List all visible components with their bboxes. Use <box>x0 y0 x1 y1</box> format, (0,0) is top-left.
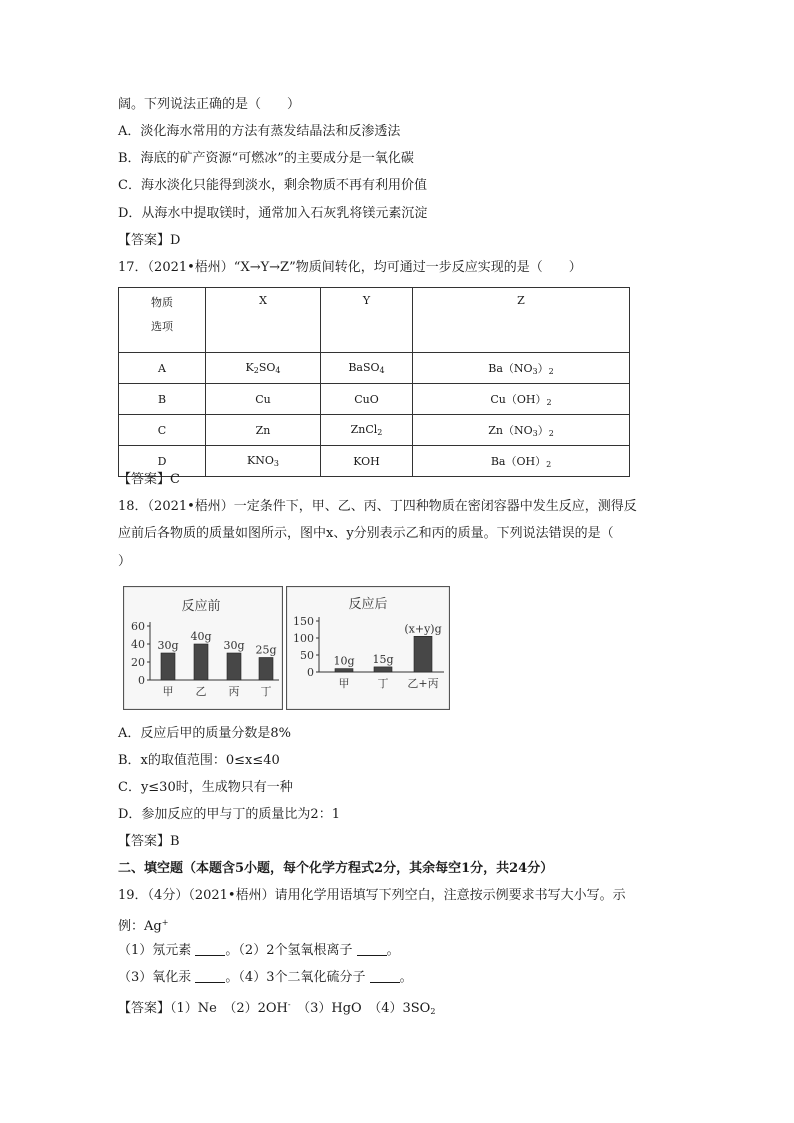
header-y: Y <box>321 288 413 353</box>
q19-items-line2: （3）氧化汞 。（4）3个二氧化硫分子 。 <box>118 970 413 985</box>
row-option: D <box>119 446 206 477</box>
q16-option-c: C．海水淡化只能得到淡水，剩余物质不再有利用价值 <box>118 178 427 193</box>
section-2-title: 二、填空题（本题含5小题，每个化学方程式2分，其余每空1分，共24分） <box>118 861 554 876</box>
cell-y: CuO <box>321 384 413 415</box>
x-tick-label: 丙 <box>228 685 240 698</box>
chart-after-reaction <box>286 586 450 710</box>
q19-stem-line1: 19．（4分）（2021•梧州）请用化学用语填写下列空白，注意按示例要求书写大小写。示 <box>118 888 626 903</box>
table-row <box>119 384 630 415</box>
q17-answer: 【答案】C <box>118 472 180 487</box>
header-z: Z <box>413 288 630 353</box>
x-tick-label: 甲 <box>162 685 174 698</box>
bar <box>194 644 208 680</box>
table-row <box>119 446 630 477</box>
q18-answer: 【答案】B <box>118 834 180 849</box>
header-x: X <box>206 288 321 353</box>
cell-z: $Ba(NO_3)_2$ <box>413 353 630 384</box>
table-row <box>119 415 630 446</box>
chart-title: 反应后 <box>348 597 388 612</box>
cell-x: $KNO_3$ <box>206 446 321 477</box>
bar <box>335 669 353 672</box>
q17-header-corner <box>119 288 206 353</box>
q16-option-b: B．海底的矿产资源“可燃冰”的主要成分是一氧化碳 <box>118 151 414 166</box>
data-label: 25g <box>255 643 277 657</box>
data-label: 30g <box>157 639 179 652</box>
x-tick-label: 甲 <box>338 677 350 690</box>
cell-z: $Zn(NO_3)_2$ <box>413 415 630 446</box>
y-tick-label: 60 <box>131 620 145 633</box>
cell-y: BaSO$_4$ <box>321 353 413 384</box>
q16-option-a: A．淡化海水常用的方法有蒸发结晶法和反渗透法 <box>118 124 401 139</box>
q18-option-d: D．参加反应的甲与丁的质量比为2：1 <box>118 807 340 822</box>
cell-z: $Ba(OH)_2$ <box>413 446 630 477</box>
q19-answer: 【答案】（1）Ne （2）2OH- （3）HgO $(4)3SO_2$ <box>118 1000 436 1016</box>
q19-items-line1: （1）氖元素 。（2）2个氢氧根离子 。 <box>118 943 400 958</box>
cell-x: Cu <box>206 384 321 415</box>
y-tick-label: 0 <box>138 674 145 687</box>
q17-header-row <box>119 288 630 353</box>
y-tick-label: 20 <box>131 656 145 669</box>
q16-option-d: D．从海水中提取镁时，通常加入石灰乳将镁元素沉淀 <box>118 206 428 221</box>
q16-stem-end: 阔。下列说法正确的是（ ） <box>118 97 301 112</box>
table-row <box>119 353 630 384</box>
cell-x: $K_2SO_4$ <box>206 353 321 384</box>
answer-blank[interactable] <box>357 943 387 956</box>
q18-stem-line1: 18．（2021•梧州）一定条件下，甲、乙、丙、丁四种物质在密闭容器中发生反应，测得反 <box>118 499 637 514</box>
q18-stem-line2: 应前后各物质的质量如图所示，图中x、y分别表示乙和丙的质量。下列说法错误的是（ <box>118 526 614 541</box>
row-option: B <box>119 384 206 415</box>
row-option: A <box>119 353 206 384</box>
bar <box>374 667 392 672</box>
q18-option-a: A．反应后甲的质量分数是8% <box>118 726 292 741</box>
header-label-option: 选项 <box>151 320 173 333</box>
q19-stem-line2: 例：Ag+ <box>118 918 169 934</box>
x-tick-label: 丁 <box>377 677 389 690</box>
data-label: 15g <box>372 652 394 666</box>
q17-stem: 17．（2021•梧州）“X→Y→Z”物质间转化，均可通过一步反应实现的是（ ） <box>118 260 582 275</box>
y-tick-label: 150 <box>293 615 314 628</box>
chart-title: 反应前 <box>181 599 221 614</box>
x-tick-label: 乙+丙 <box>407 677 439 690</box>
bar <box>414 636 432 672</box>
q18-option-c: C．y≤30时，生成物只有一种 <box>118 780 293 795</box>
x-tick-label: 乙 <box>195 685 207 698</box>
answer-blank[interactable] <box>370 970 400 983</box>
q17-table <box>118 287 630 477</box>
data-label: 40g <box>190 630 212 643</box>
y-tick-label: 50 <box>300 649 314 662</box>
bar <box>161 653 175 680</box>
cell-z: $Cu(OH)_2$ <box>413 384 630 415</box>
data-label: 10g <box>333 654 355 668</box>
bar <box>227 653 241 680</box>
data-label: (x+y)g <box>404 622 442 636</box>
answer-blank[interactable] <box>195 943 225 956</box>
x-tick-label: 丁 <box>260 685 272 698</box>
q18-option-b: B．x的取值范围：0≤x≤40 <box>118 753 280 768</box>
cell-y: ZnCl$_2$ <box>321 415 413 446</box>
cell-x: Zn <box>206 415 321 446</box>
y-tick-label: 100 <box>293 632 314 645</box>
y-tick-label: 40 <box>131 638 145 651</box>
bar <box>259 658 273 681</box>
chart-before-reaction <box>123 586 283 710</box>
q16-answer: 【答案】D <box>118 233 181 248</box>
q18-stem-line3: ） <box>118 554 132 569</box>
y-tick-label: 0 <box>307 666 314 679</box>
cell-y: KOH <box>321 446 413 477</box>
header-label-substance: 物质 <box>151 296 173 309</box>
data-label: 30g <box>223 639 245 652</box>
row-option: C <box>119 415 206 446</box>
answer-blank[interactable] <box>195 970 225 983</box>
